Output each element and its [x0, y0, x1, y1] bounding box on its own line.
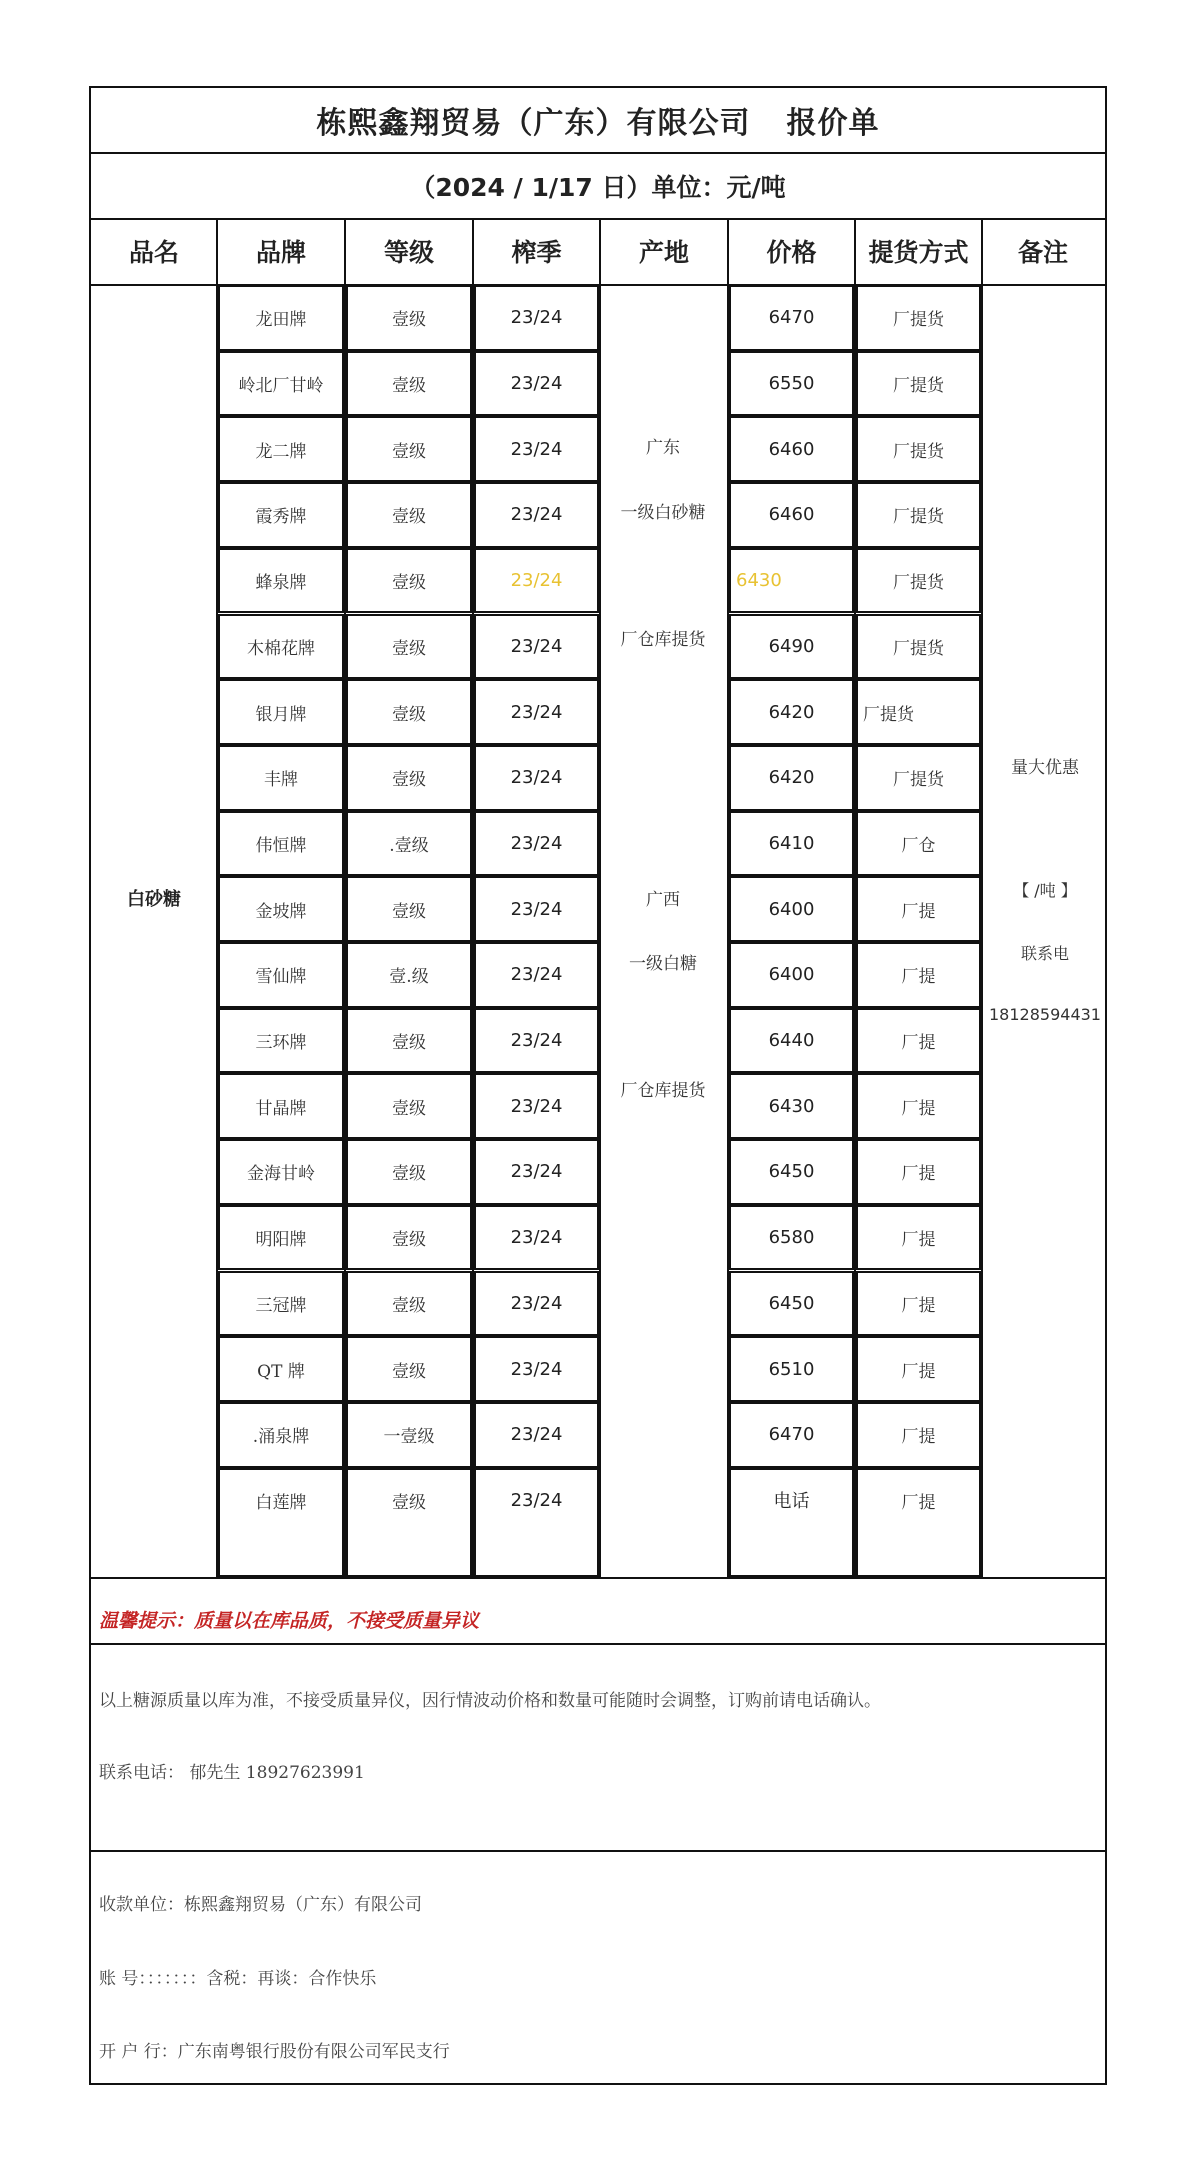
season-cell: 23/24 [510, 964, 563, 986]
brand-cell: 伟恒牌 [255, 835, 307, 856]
pickup-cell: 厂提 [901, 1098, 936, 1119]
origin-gx-province: 广西 [646, 890, 680, 910]
pickup-cell: 厂提货 [893, 573, 944, 594]
price-cell: 6420 [768, 701, 815, 723]
brand-cell: 三冠牌 [255, 1295, 307, 1316]
column-header: 品牌 [255, 238, 306, 267]
brand-cell: 明阳牌 [255, 1230, 307, 1251]
pickup-cell: 厂提货 [863, 704, 914, 725]
grade-cell: 壹级 [392, 1492, 426, 1513]
price-cell: 6460 [768, 438, 815, 460]
grade-cell: 壹级 [392, 310, 426, 331]
date-unit-line: （2024 / 1/17 日）单位：元/吨 [410, 173, 786, 202]
grade-cell: 壹级 [392, 1230, 426, 1251]
price-cell: 6550 [768, 373, 815, 395]
column-header: 等级 [383, 238, 434, 267]
grade-cell: 壹级 [392, 441, 426, 462]
column-header: 提货方式 [868, 238, 969, 267]
price-cell: 6400 [768, 964, 815, 986]
pickup-cell: 厂提货 [893, 376, 944, 397]
grade-cell: 壹级 [392, 1295, 426, 1316]
season-cell: 23/24 [510, 767, 563, 789]
price-cell: 6440 [768, 1030, 815, 1052]
price-cell: 6450 [768, 1161, 815, 1183]
payee-line: 收款单位：栋熙鑫翔贸易（广东）有限公司 [99, 1895, 422, 1915]
grade-cell: 壹级 [392, 573, 426, 594]
brand-cell: 木棉花牌 [247, 638, 315, 659]
brand-cell: 霞秀牌 [255, 507, 307, 528]
grade-cell: 壹级 [392, 1361, 426, 1382]
brand-cell: 银月牌 [255, 704, 307, 725]
brand-cell: QT 牌 [257, 1361, 305, 1382]
pickup-cell: 厂提货 [893, 770, 944, 791]
season-cell: 23/24 [510, 1358, 563, 1380]
column-header: 备注 [1017, 238, 1068, 267]
quality-warning: 温馨提示：质量以在库品质，不接受质量异议 [99, 1610, 480, 1632]
season-cell: 23/24 [510, 307, 563, 329]
grade-cell: 壹级 [392, 376, 426, 397]
price-cell: 6400 [768, 898, 815, 920]
season-cell: 23/24 [510, 701, 563, 723]
column-header: 榨季 [511, 238, 562, 267]
pickup-cell: 厂提货 [893, 507, 944, 528]
pickup-cell: 厂提 [901, 1033, 936, 1054]
brand-cell: 龙田牌 [255, 310, 307, 331]
season-cell: 23/24 [510, 373, 563, 395]
bank-line: 开 户 行：广东南粤银行股份有限公司军民支行 [99, 2042, 450, 2062]
brand-cell: 金坡牌 [255, 901, 307, 922]
remark-bulk-discount: 量大优惠 [1011, 758, 1079, 778]
pickup-cell: 厂提 [901, 1427, 936, 1448]
remark-phone: 18128594431 [989, 1005, 1101, 1024]
contact-line: 联系电话： 郁先生 18927623991 [99, 1763, 365, 1783]
season-cell: 23/24 [510, 1424, 563, 1446]
product-name: 白砂糖 [127, 889, 181, 910]
price-cell: 6490 [768, 635, 815, 657]
origin-gd-province: 广东 [646, 438, 680, 458]
origin-gx-pickup: 厂仓库提货 [620, 1081, 706, 1101]
season-cell: 23/24 [510, 1292, 563, 1314]
column-header: 产地 [638, 238, 689, 267]
season-cell: 23/24 [510, 504, 563, 526]
season-cell: 23/24 [510, 1095, 563, 1117]
remark-contact-label: 联系电 [1020, 944, 1069, 963]
pickup-cell: 厂提 [901, 1295, 936, 1316]
grade-cell: 壹级 [392, 638, 426, 659]
season-cell: 23/24 [510, 832, 563, 854]
grade-cell: 壹级 [392, 1164, 426, 1185]
pickup-cell: 厂提 [901, 967, 936, 988]
pickup-cell: 厂提货 [893, 638, 944, 659]
price-cell: 6410 [768, 832, 815, 854]
remark-unit: 【 /吨 】 [1013, 881, 1077, 900]
pickup-cell: 厂提 [901, 1164, 936, 1185]
brand-cell: 龙二牌 [255, 441, 307, 462]
season-cell: 23/24 [510, 1030, 563, 1052]
brand-cell: 甘晶牌 [255, 1098, 307, 1119]
grade-cell: 壹级 [392, 770, 426, 791]
price-cell: 6450 [768, 1292, 815, 1314]
season-cell: 23/24 [510, 438, 563, 460]
pickup-cell: 厂提 [901, 901, 936, 922]
price-cell: 6430 [768, 1095, 815, 1117]
grade-cell: 壹级 [392, 1098, 426, 1119]
notice-text: 以上糖源质量以库为准，不接受质量异仪，因行情波动价格和数量可能随时会调整，订购前请电话确认。 [99, 1691, 881, 1711]
account-line: 账 号：：：：：：：含税：再谈：合作快乐 [99, 1969, 377, 1989]
company-name: 栋熙鑫翔贸易（广东）有限公司 [316, 106, 751, 141]
season-cell: 23/24 [510, 635, 563, 657]
season-cell: 23/24 [510, 1227, 563, 1249]
grade-cell: 壹级 [392, 704, 426, 725]
season-cell: 23/24 [510, 1489, 563, 1511]
pickup-cell: 厂提 [901, 1361, 936, 1382]
pickup-cell: 厂提货 [893, 441, 944, 462]
brand-cell: 三环牌 [255, 1033, 307, 1054]
document-title [91, 88, 1105, 152]
season-cell: 23/24 [510, 898, 563, 920]
brand-cell: 丰牌 [264, 770, 298, 791]
brand-cell: .涌泉牌 [252, 1427, 310, 1448]
grade-cell: 壹级 [392, 507, 426, 528]
price-cell: 6510 [768, 1358, 815, 1380]
price-cell: 6470 [768, 307, 815, 329]
brand-cell: 蜂泉牌 [255, 573, 307, 594]
price-cell: 6580 [768, 1227, 815, 1249]
grade-cell: 壹.级 [389, 967, 429, 988]
brand-cell: 雪仙牌 [255, 967, 307, 988]
origin-gd-grade: 一级白砂糖 [620, 503, 706, 523]
brand-cell: 白莲牌 [255, 1492, 307, 1513]
pickup-cell: 厂提货 [893, 310, 944, 331]
grade-cell: 壹级 [392, 901, 426, 922]
quotation-sheet [89, 86, 1107, 2085]
price-cell: 6460 [768, 504, 815, 526]
grade-cell: .壹级 [389, 835, 429, 856]
price-cell: 6420 [768, 767, 815, 789]
season-cell: 23/24 [510, 570, 563, 592]
brand-cell: 金海甘岭 [247, 1164, 315, 1185]
price-cell: 电话 [773, 1491, 810, 1513]
pickup-cell: 厂提 [901, 1230, 936, 1251]
column-header: 品名 [128, 238, 179, 267]
price-cell: 6430 [736, 570, 782, 592]
pickup-cell: 厂仓 [901, 835, 936, 856]
season-cell: 23/24 [510, 1161, 563, 1183]
origin-gd-pickup: 厂仓库提货 [620, 630, 706, 650]
grade-cell: 壹级 [392, 1033, 426, 1054]
grade-cell: 一壹级 [383, 1427, 435, 1448]
price-cell: 6470 [768, 1424, 815, 1446]
pickup-cell: 厂提 [901, 1492, 936, 1513]
column-header: 价格 [766, 238, 817, 267]
brand-cell: 岭北厂甘岭 [238, 376, 324, 397]
origin-gx-grade: 一级白糖 [629, 954, 697, 974]
doc-type-label: 报价单 [786, 106, 880, 141]
